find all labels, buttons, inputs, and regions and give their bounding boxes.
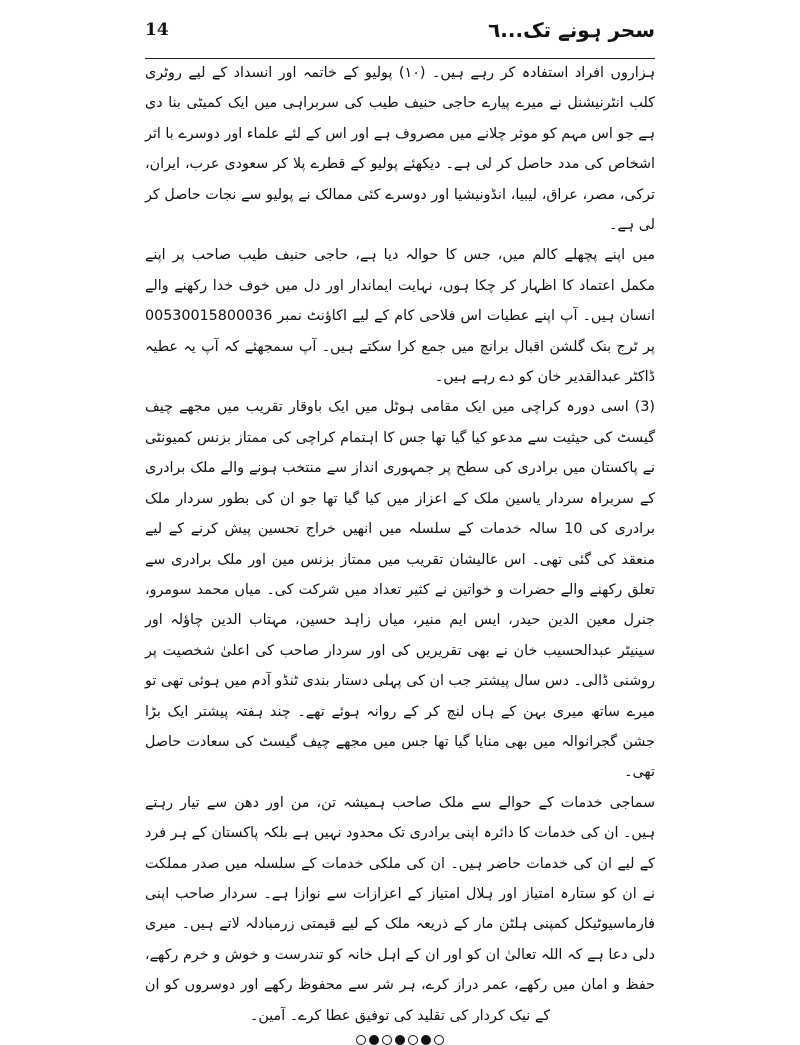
filled-dot-icon (421, 1035, 431, 1045)
article-body (145, 58, 655, 1045)
filled-dot-icon (395, 1035, 405, 1045)
hollow-dot-icon (434, 1035, 444, 1045)
hollow-dot-icon (408, 1035, 418, 1045)
paragraph-donation-account: میں اپنے پچھلے کالم میں، جس کا حوالہ دیا ہے، حاجی حنیف طیب صاحب پر اپنے مکمل اعتماد کا اظہار کر چکا ہوں، نہایت ایماندار اور دل میں خوف خدا رکھنے والے انسان ہیں۔ آپ اپنے عطیات اس فلاحی کام کے لیے اکاؤنٹ نمبر 00530015800036 پر ٹرج بنک گلشن اقبال برانچ میں جمع کرا سکتے ہیں۔ آپ سمجھئے کہ آپ یہ عطیہ ڈاکٹر عبدالقدیر خان کو دے رہے ہیں۔ (145, 247, 655, 386)
page-number: 14 (145, 20, 169, 40)
end-of-article-dots-icon (145, 1035, 655, 1045)
page-header (145, 10, 655, 59)
paragraph-karachi-ceremony: (3) اسی دورہ کراچی میں ایک مقامی ہوٹل میں ایک باوقار تقریب میں مجھے چیف گیسٹ کی حیثیت سے مدعو کیا گیا تھا جس کا اہتمام کراچی کی ممتاز بزنس کمیونٹی نے پاکستان میں برادری کی سطح پر جمہوری انداز سے منتخب ہونے والے ملک برادری کے سربراہ سردار یاسین ملک کے اعزاز میں کیا گیا تھا جو ان کی بطور سردار ملک برادری کی 10 سالہ خدمات کے سلسلہ میں انھیں خراج تحسین پیش کرنے کے لیے منعقد کی گئی تھی۔ اس عالیشان تقریب میں ممتاز بزنس مین اور ملک برادری سے تعلق رکھنے والے حضرات و خواتین نے کثیر تعداد میں شرکت کی۔ میاں محمد سومرو، جنرل معین الدین حیدر، ایس ایم منیر، میاں زاہد حسین، مہتاب الدین چاؤلہ اور سینیٹر عبدالحسیب خان نے بھی تقریریں کی اور سردار صاحب کی اعلیٰ شخصیت پر روشنی ڈالی۔ دس سال پیشتر جب ان کی پہلی دستار بندی ٹنڈو آدم میں ہوئی تھی تو میرے ساتھ میری بہن کے ہاں لنچ کر کے روانہ ہوئے تھے۔ چند ہفتہ پیشتر ایک بڑا جشن گجرانوالہ میں بھی منایا گیا تھا جس میں مجھے چیف گیسٹ کی سعادت حاصل تھی۔ (145, 399, 655, 781)
running-title: سحر ہونے تک...٦ (488, 18, 655, 42)
paragraph-social-services: سماجی خدمات کے حوالے سے ملک صاحب ہمیشہ تن، من اور دھن سے تیار رہتے ہیں۔ ان کی خدمات کا دائرہ اپنی برادری تک محدود نہیں ہے بلکہ پاکستان کے ہر فرد کے لیے ان کی خدمات حاضر ہیں۔ ان کی ملکی خدمات کے سلسلہ میں صدر مملکت نے ان کو ستارہ امتیاز اور ہلال امتیاز کے اعزازات سے نوازا ہے۔ سردار صاحب اپنی فارماسیوٹیکل کمپنی ہلٹن مار کے ذریعہ ملک کے لیے قیمتی زرمبادلہ لاتے ہیں۔ میری دلی دعا ہے کہ اللہ تعالیٰ ان کو اور ان کے اہل خانہ کو تندرست و خوش و خرم رکھے، حفظ و امان میں رکھے، عمر دراز کرے، ہر شر سے محفوظ رکھے اور دوسروں کو ان کے نیک کردار کی تقلید کی توفیق عطا کرے۔ آمین۔ (145, 794, 655, 1024)
hollow-dot-icon (356, 1035, 366, 1045)
paragraph-polio-campaign: ہزاروں افراد استفادہ کر رہے ہیں۔ (۱۰) پولیو کے خاتمہ اور انسداد کے لیے روٹری کلب انٹرنیشنل نے میرے پیارے حاجی حنیف طیب کی سربراہی میں ایک کمیٹی بنا دی ہے جو اس مہم کو موثر چلانے میں مصروف ہے اور اس کے لئے علماء اور دوسرے با اثر اشخاص کی مدد حاصل کر لی ہے۔ دیکھئے پولیو کے قطرے پلا کر سعودی عرب، ایران، ترکی، مصر، عراق، لیبیا، انڈونیشیا اور دوسرے کئی ممالک نے پولیو سے نجات حاصل کر لی ہے۔ (145, 65, 656, 234)
filled-dot-icon (369, 1035, 379, 1045)
hollow-dot-icon (382, 1035, 392, 1045)
